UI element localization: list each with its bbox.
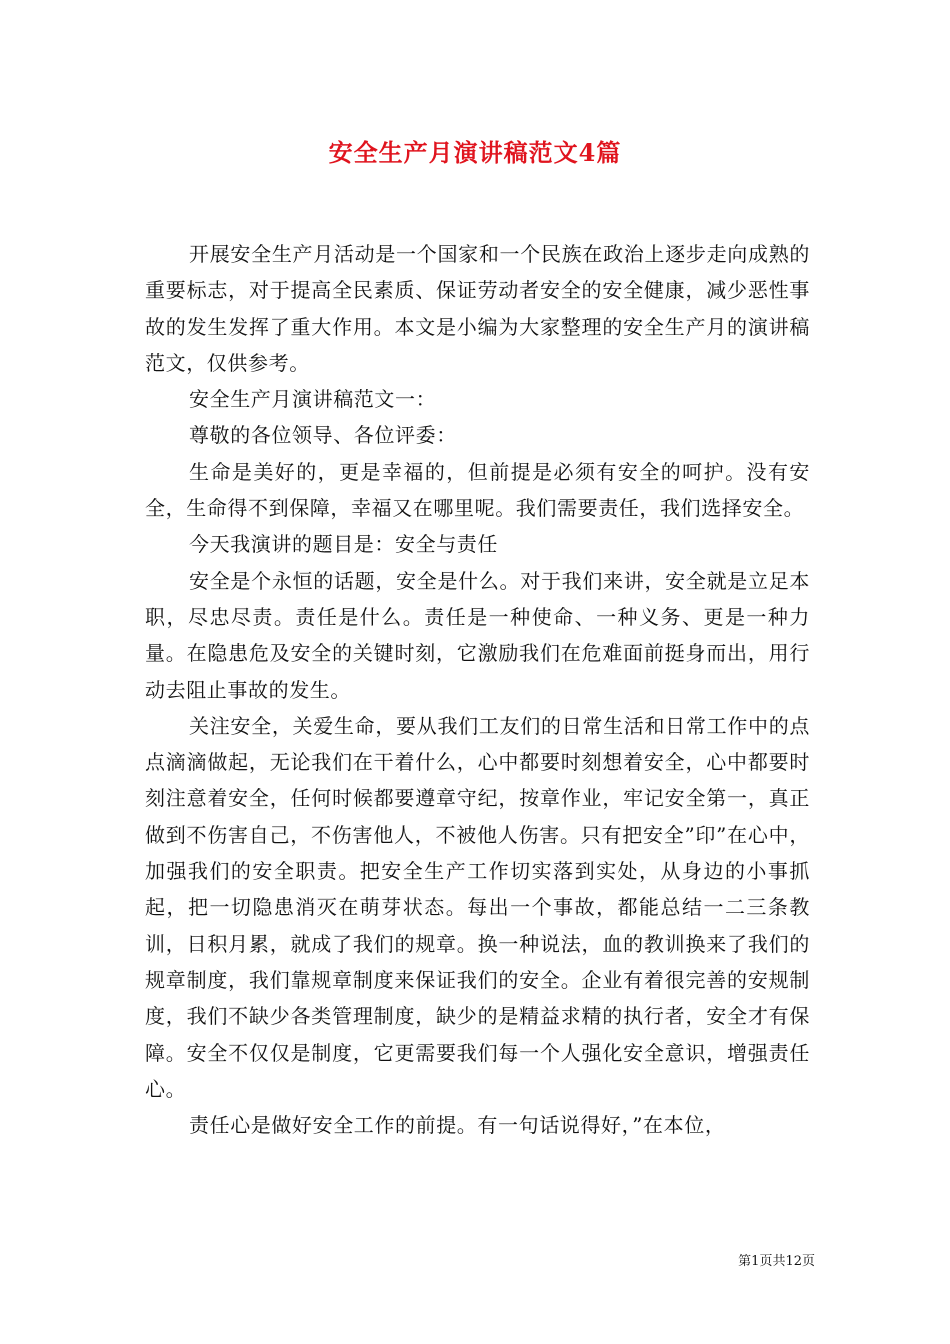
document-body <box>145 236 810 1143</box>
paragraph: 安全生产月演讲稿范文一： <box>189 387 437 412</box>
paragraph: 尊敬的各位领导、各位评委： <box>189 423 457 448</box>
paragraph: 开展安全生产月活动是一个国家和一个民族在政治上逐步走向成熟的重要标志，对于提高全民素质、保证劳动者安全的安全健康，减少恶性事故的发生发挥了重大作用。本文是小编为大家整理的安全生产月的演讲稿范文，仅供参考。 <box>145 242 810 375</box>
paragraph: 安全是个永恒的话题，安全是什么。对于我们来讲，安全就是立足本职，尽忠尽责。责任是什么。责任是一种使命、一种义务、更是一种力量。在隐患危及安全的关键时刻，它激励我们在危难面前挺身而出，用行动去阻止事故的发生。 <box>145 568 810 702</box>
page-title: 安全生产月演讲稿范文4篇 <box>328 138 622 167</box>
paragraph: 关注安全，关爱生命，要从我们工友们的日常生活和日常工作中的点点滴滴做起，无论我们在干着什么，心中都要时刻想着安全，心中都要时刻注意着安全，任何时候都要遵章守纪，按章作业，牢记安全第一，真正做到不伤害自己，不伤害他人，不被他人伤害。只有把安全”印”在心中，加强我们的安全职责。把安全生产工作切实落到实处，从身边的小事抓起，把一切隐患消灭在萌芽状态。每出一个事故，都能总结一二三条教训，日积月累，就成了我们的规章。换一种说法，血的教训换来了我们的规章制度，我们靠规章制度来保证我们的安全。企业有着很完善的安规制度，我们不缺少各类管理制度，缺少的是精益求精的执行者，安全才有保障。安全不仅仅是制度，它更需要我们每一个人强化安全意识，增强责任心。 <box>145 713 810 1101</box>
paragraph: 责任心是做好安全工作的前提。有一句话说得好，”在本位， <box>189 1113 726 1138</box>
paragraph: 生命是美好的，更是幸福的，但前提是必须有安全的呵护。没有安全，生命得不到保障，幸福又在哪里呢。我们需要责任，我们选择安全。 <box>145 459 810 521</box>
page-number: 第1页共12页 <box>738 1254 815 1269</box>
paragraph: 今天我演讲的题目是：安全与责任 <box>189 532 498 557</box>
